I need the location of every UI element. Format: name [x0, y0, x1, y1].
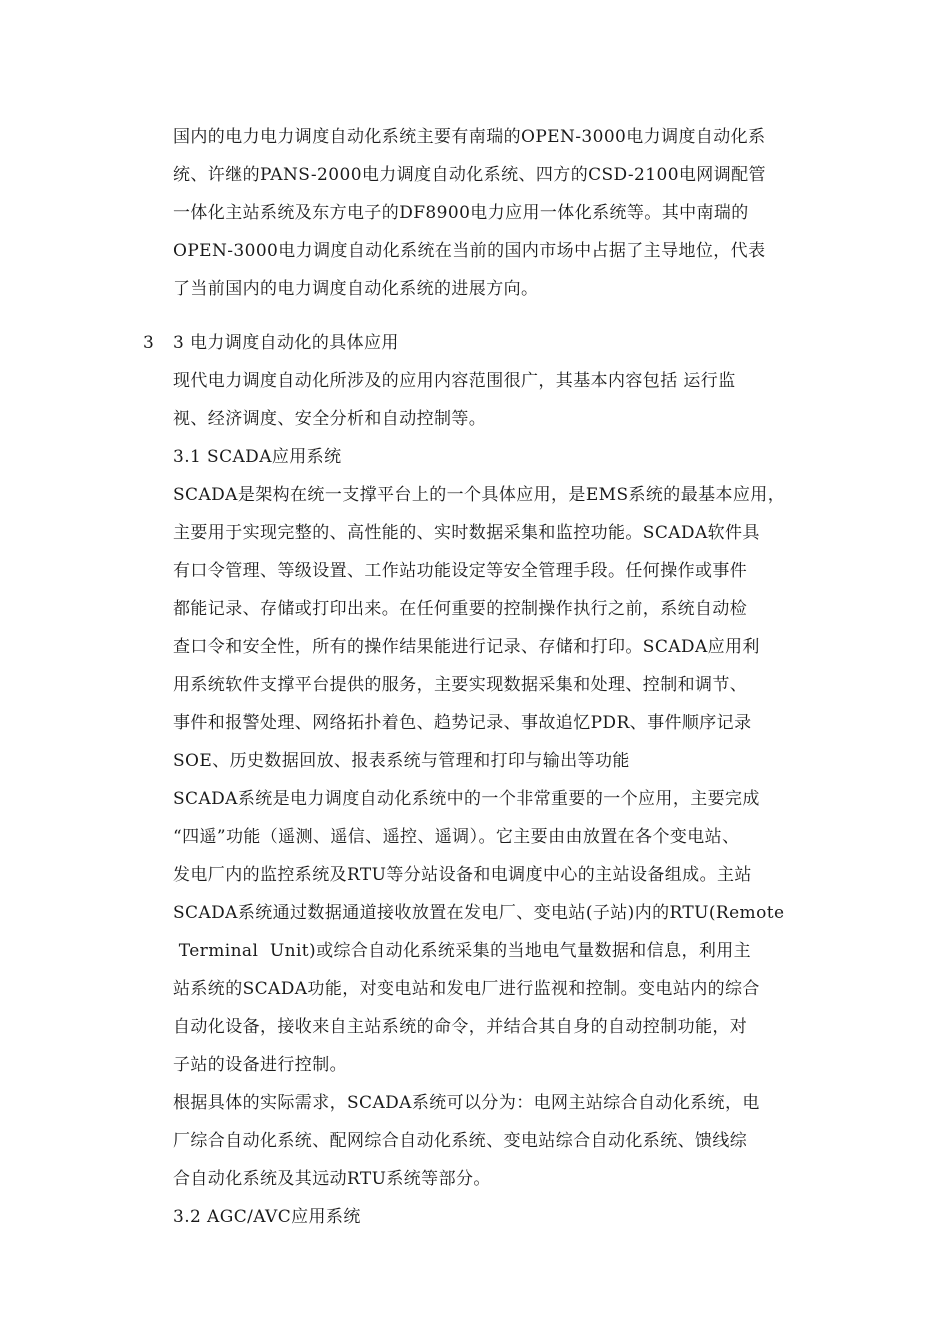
text-line: 根据具体的实际需求，SCADA系统可以分为：电网主站综合自动化系统，电: [173, 1093, 760, 1113]
text-line: OPEN-3000电力调度自动化系统在当前的国内市场中占据了主导地位，代表: [173, 241, 766, 261]
text-line: 主要用于实现完整的、高性能的、实时数据采集和监控功能。SCADA软件具: [173, 523, 760, 543]
text-line: 合自动化系统及其远动RTU系统等部分。: [173, 1169, 491, 1189]
subsection-heading: 3.2 AGC/AVC应用系统: [173, 1207, 361, 1227]
text-line: 了当前国内的电力调度自动化系统的进展方向。: [173, 279, 539, 299]
text-line: 都能记录、存储或打印出来。在任何重要的控制操作执行之前，系统自动检: [173, 599, 748, 619]
section-number: 3: [143, 333, 154, 353]
section-heading: 3 电力调度自动化的具体应用: [173, 333, 399, 353]
text-line: 发电厂内的监控系统及RTU等分站设备和电调度中心的主站设备组成。主站: [173, 865, 752, 885]
text-line: 自动化设备，接收来自主站系统的命令，并结合其自身的自动控制功能，对: [173, 1017, 748, 1037]
text-line: “四遥”功能（遥测、遥信、遥控、遥调）。它主要由由放置在各个变电站、: [173, 827, 740, 847]
text-line: 查口令和安全性，所有的操作结果能进行记录、存储和打印。SCADA应用利: [173, 637, 760, 657]
text-line: Terminal Unit)或综合自动化系统采集的当地电气量数据和信息，利用主: [173, 941, 752, 961]
text-line: 子站的设备进行控制。: [173, 1055, 347, 1075]
text-line: 视、经济调度、安全分析和自动控制等。: [173, 409, 487, 429]
text-line: 国内的电力电力调度自动化系统主要有南瑞的OPEN-3000电力调度自动化系: [173, 127, 766, 147]
text-line: SCADA是架构在统一支撑平台上的一个具体应用，是EMS系统的最基本应用，: [173, 485, 786, 505]
text-line: SCADA系统是电力调度自动化系统中的一个非常重要的一个应用，主要完成: [173, 789, 760, 809]
text-line: SCADA系统通过数据通道接收放置在发电厂、变电站(子站)内的RTU(Remote: [173, 903, 785, 923]
text-line: 一体化主站系统及东方电子的DF8900电力应用一体化系统等。其中南瑞的: [173, 203, 749, 223]
text-line: 有口令管理、等级设置、工作站功能设定等安全管理手段。任何操作或事件: [173, 561, 748, 581]
text-line: 事件和报警处理、网络拓扑着色、趋势记录、事故追忆PDR、事件顺序记录: [173, 713, 752, 733]
text-line: 统、许继的PANS-2000电力调度自动化系统、四方的CSD-2100电网调配管: [173, 165, 766, 185]
text-line: 厂综合自动化系统、配网综合自动化系统、变电站综合自动化系统、馈线综: [173, 1131, 748, 1151]
text-line: 用系统软件支撑平台提供的服务，主要实现数据采集和处理、控制和调节、: [173, 675, 748, 695]
text-line: 现代电力调度自动化所涉及的应用内容范围很广，其基本内容包括 运行监: [173, 371, 736, 391]
subsection-heading: 3.1 SCADA应用系统: [173, 447, 342, 467]
text-line: SOE、历史数据回放、报表系统与管理和打印与输出等功能: [173, 751, 630, 771]
text-line: 站系统的SCADA功能，对变电站和发电厂进行监视和控制。变电站内的综合: [173, 979, 760, 999]
